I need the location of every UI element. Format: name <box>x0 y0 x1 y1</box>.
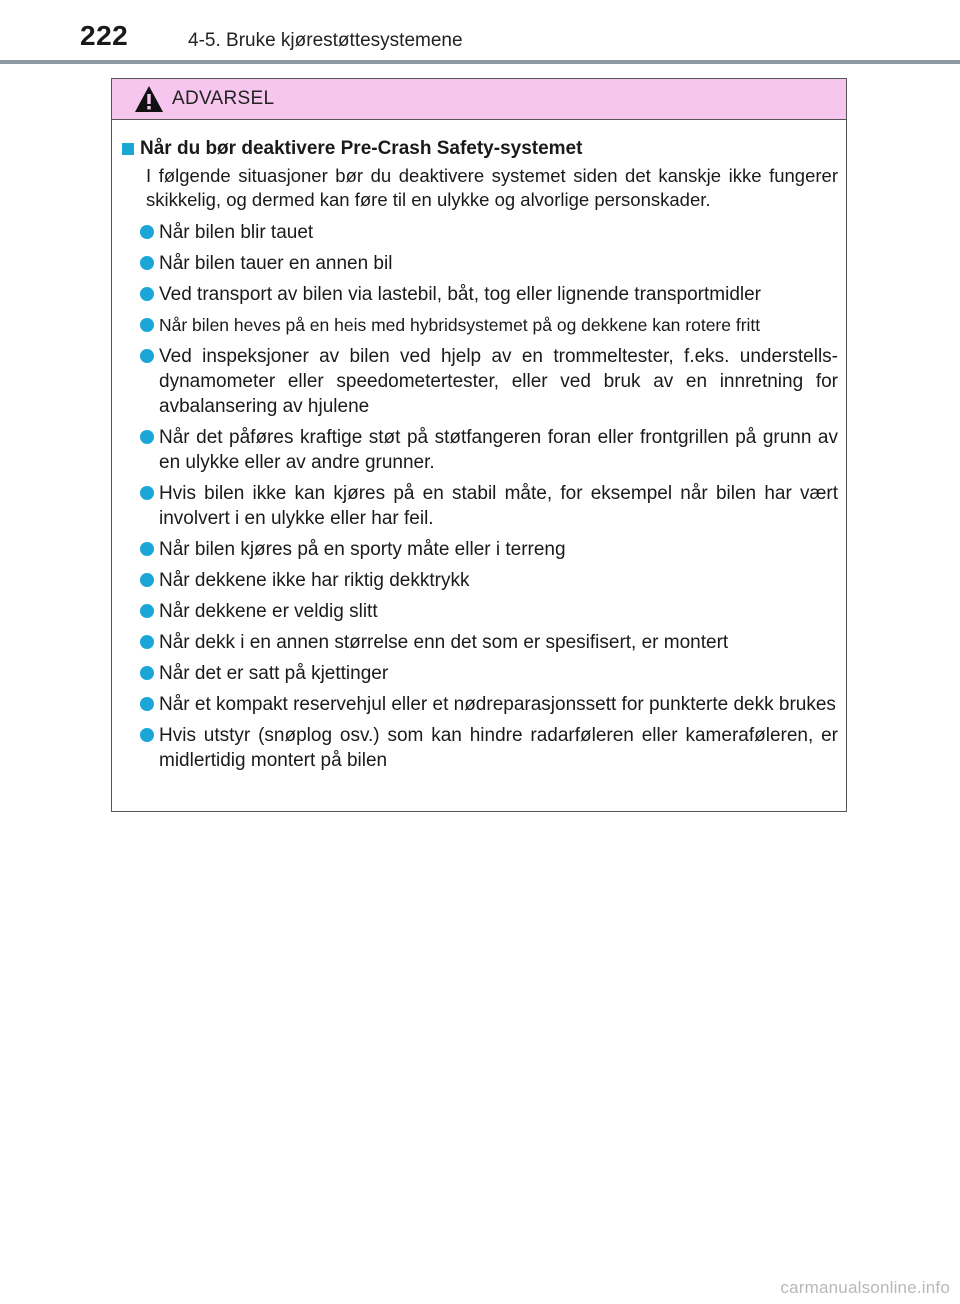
square-bullet-icon <box>122 143 134 155</box>
list-item: Hvis utstyr (snøplog osv.) som kan hindre radarføleren eller kameraføleren, er midlertidig montert på bilen <box>122 723 838 773</box>
bullet-dot-icon <box>140 573 154 587</box>
bullet-dot-icon <box>140 604 154 618</box>
warning-label: ADVARSEL <box>172 88 275 109</box>
list-item: Ved inspeksjoner av bilen ved hjelp av en trommeltester, f.eks. understells-dynamometer eller speedometertester, eller ved bruk av en innretning for avbalansering av hjulene <box>122 344 838 419</box>
warning-body <box>112 120 846 773</box>
condition-list <box>122 220 838 773</box>
header-divider <box>0 60 960 64</box>
list-item: Når dekk i en annen størrelse enn det som er spesifisert, er montert <box>122 630 838 655</box>
warning-header <box>112 79 846 120</box>
list-item: Ved transport av bilen via lastebil, båt, tog eller lignende transportmidler <box>122 282 838 307</box>
bullet-dot-icon <box>140 349 154 363</box>
bullet-dot-icon <box>140 635 154 649</box>
list-item: Når bilen kjøres på en sporty måte eller i terreng <box>122 537 838 562</box>
warning-subheading <box>122 136 838 162</box>
bullet-dot-icon <box>140 542 154 556</box>
bullet-dot-icon <box>140 256 154 270</box>
subheading-text: Når du bør deaktivere Pre-Crash Safety-systemet <box>140 138 583 159</box>
list-item: Når det er satt på kjettinger <box>122 661 838 686</box>
bullet-dot-icon <box>140 430 154 444</box>
watermark: carmanualsonline.info <box>780 1278 950 1297</box>
warning-box <box>111 78 847 812</box>
list-item: Når bilen heves på en heis med hybridsystemet på og dekkene kan rotere fritt <box>122 313 838 338</box>
list-item: Når bilen blir tauet <box>122 220 838 245</box>
warning-triangle-icon <box>134 85 164 113</box>
page-number: 222 <box>80 20 129 51</box>
bullet-dot-icon <box>140 666 154 680</box>
bullet-dot-icon <box>140 486 154 500</box>
page-header <box>0 0 960 70</box>
list-item: Når bilen tauer en annen bil <box>122 251 838 276</box>
list-item: Når et kompakt reservehjul eller et nødreparasjonssett for punkterte dekk brukes <box>122 692 838 717</box>
list-item: Hvis bilen ikke kan kjøres på en stabil måte, for eksempel når bilen har vært involvert i en ulykke eller har feil. <box>122 481 838 531</box>
list-item: Når det påføres kraftige støt på støtfangeren foran eller frontgrillen på grunn av en ulykke eller av andre grunner. <box>122 425 838 475</box>
bullet-dot-icon <box>140 287 154 301</box>
list-item: Når dekkene er veldig slitt <box>122 599 838 624</box>
section-title: 4-5. Bruke kjørestøttesystemene <box>188 30 463 51</box>
bullet-dot-icon <box>140 697 154 711</box>
intro-paragraph: I følgende situasjoner bør du deaktivere systemet siden det kanskje ikke fungerer skikkelig, og dermed kan føre til en ulykke og alvorlige personskader. <box>146 165 838 210</box>
bullet-dot-icon <box>140 728 154 742</box>
bullet-dot-icon <box>140 225 154 239</box>
list-item: Når dekkene ikke har riktig dekktrykk <box>122 568 838 593</box>
bullet-dot-icon <box>140 318 154 332</box>
